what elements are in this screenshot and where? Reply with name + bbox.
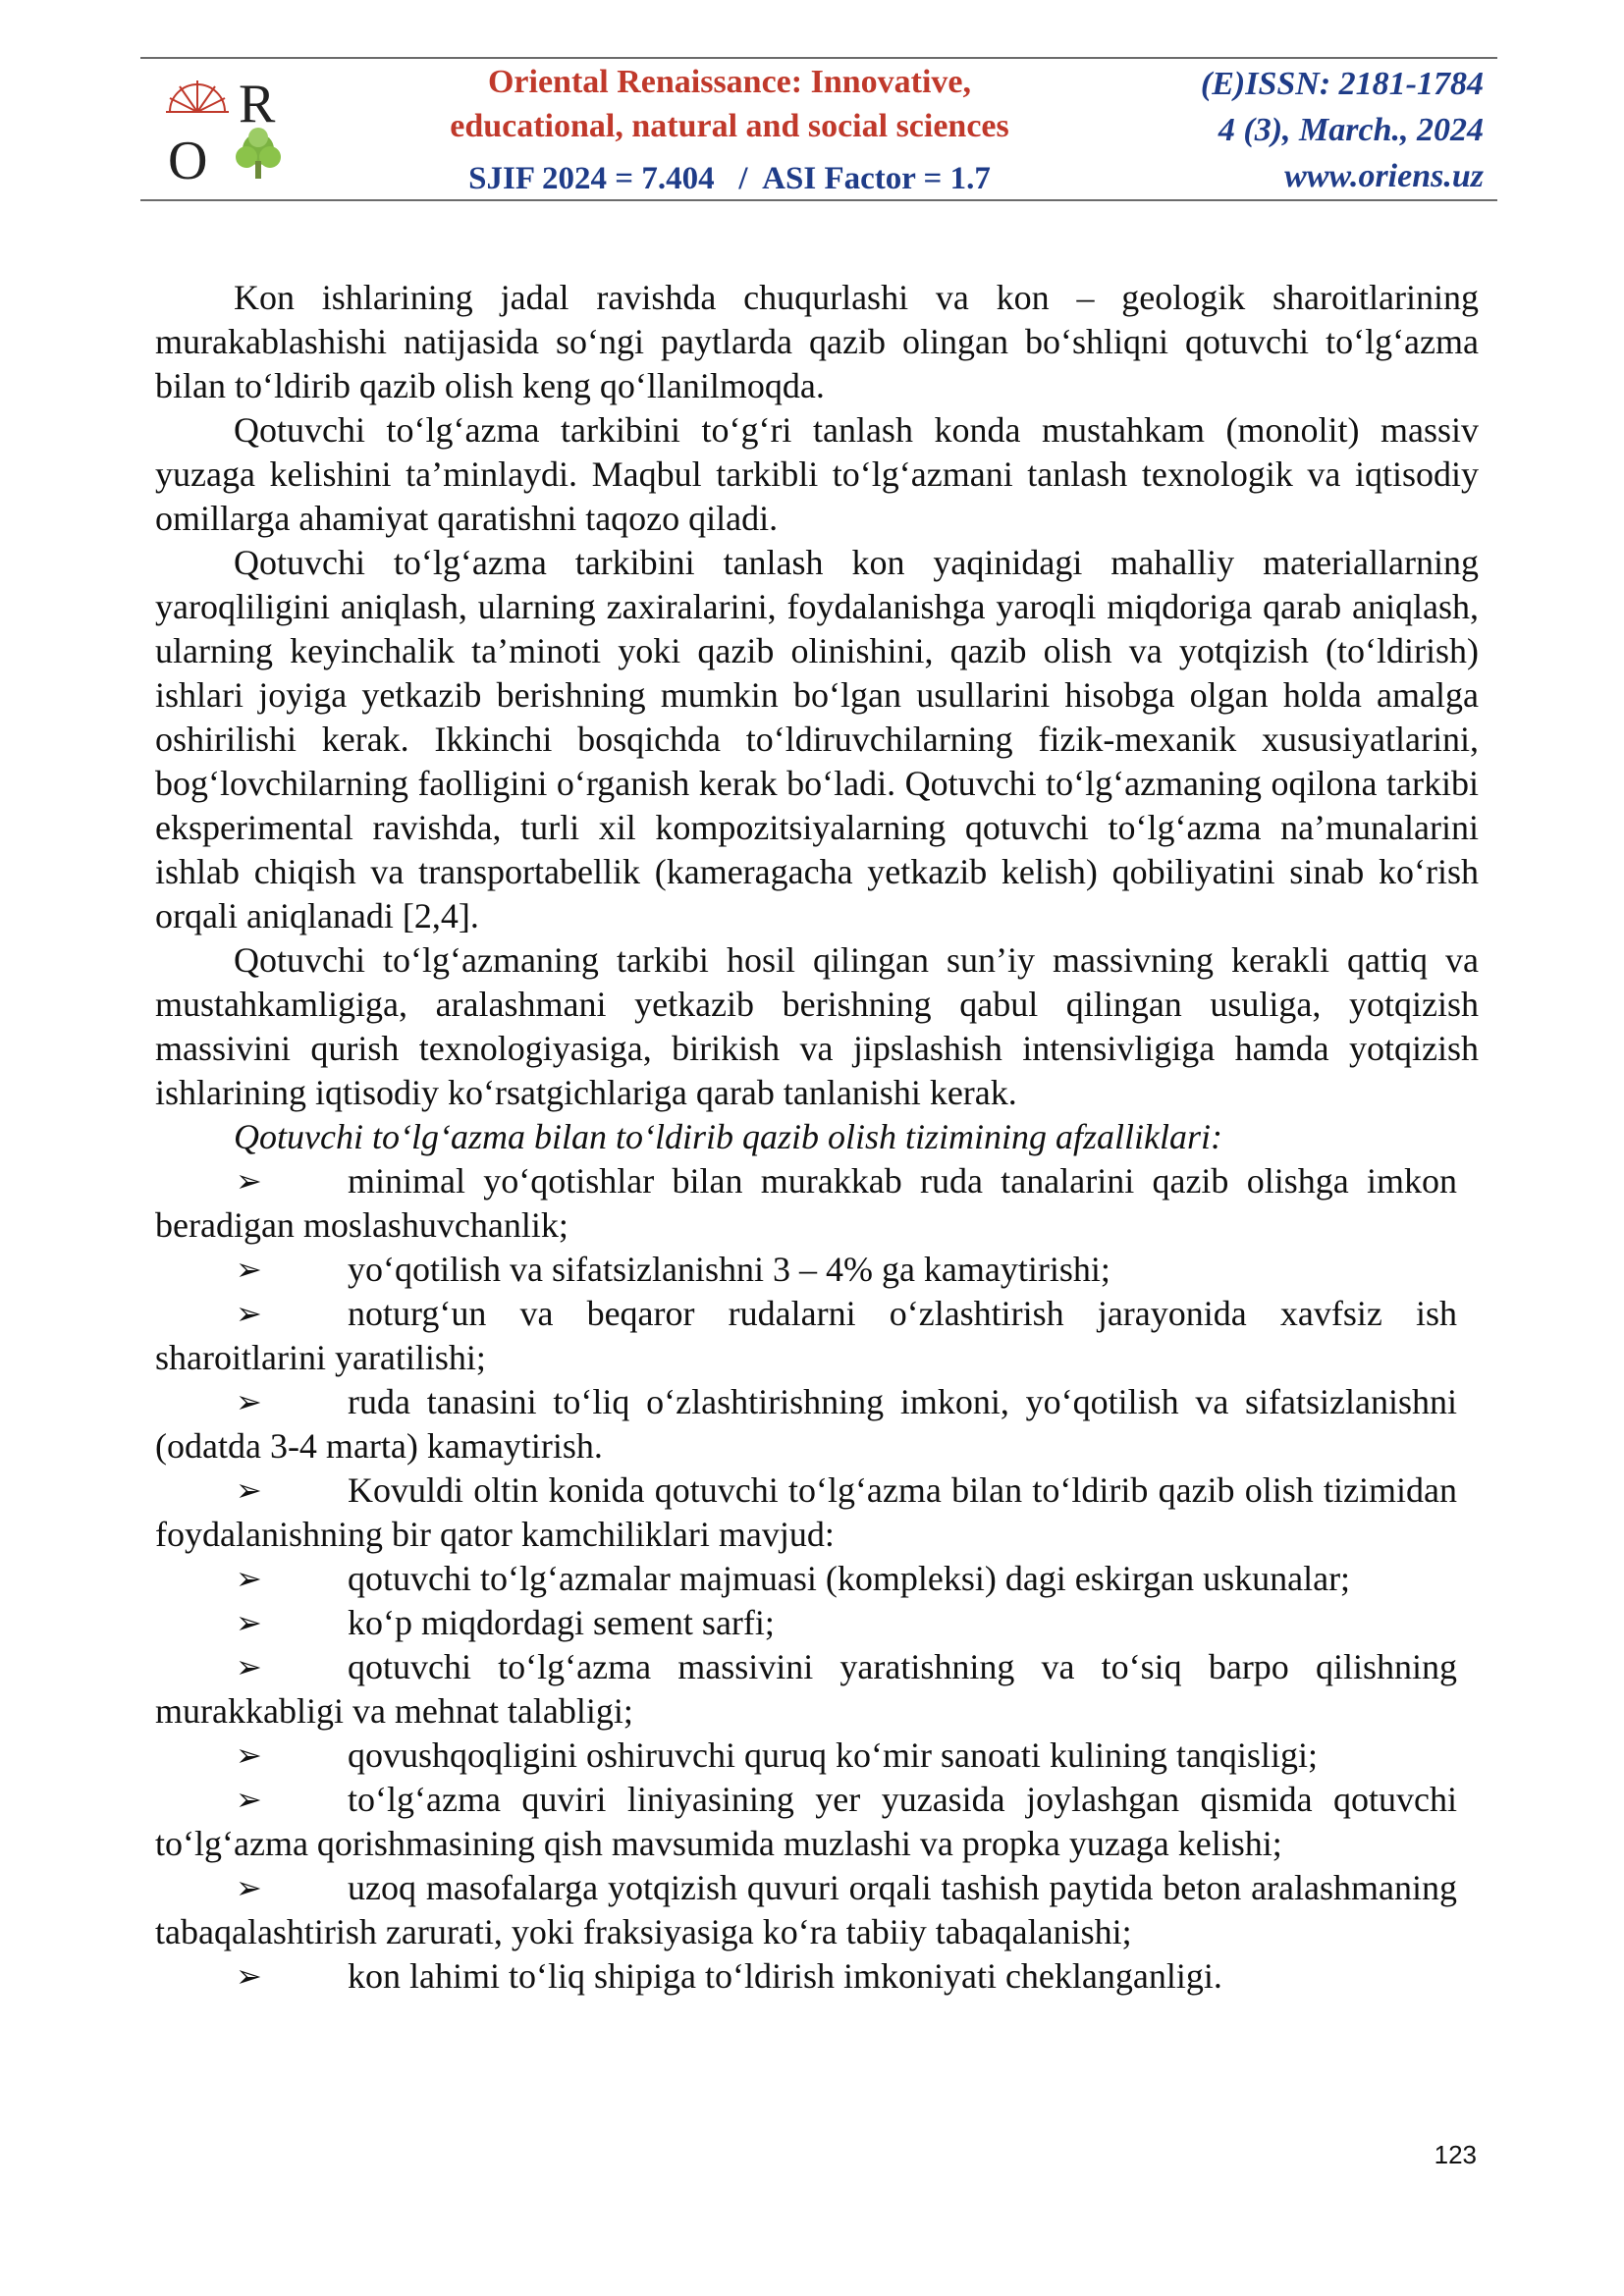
sunrise-icon xyxy=(166,80,229,112)
list-item-text: qotuvchi to‘lg‘azmalar majmuasi (kompleksi) dagi eskirgan uskunalar; xyxy=(348,1559,1351,1598)
arrow-bullet-icon: ➢ xyxy=(236,1648,262,1685)
list-item-text: ko‘p miqdordagi sement sarfi; xyxy=(348,1603,775,1642)
journal-header xyxy=(140,57,1497,201)
list-item xyxy=(155,1468,1457,1557)
issn: (E)ISSN: 2181-1784 xyxy=(1200,66,1484,102)
page-number: 123 xyxy=(1434,2140,1477,2169)
arrow-bullet-icon: ➢ xyxy=(236,1736,262,1774)
tree-icon xyxy=(236,128,281,179)
list-item xyxy=(155,1380,1457,1468)
advantages-heading: Qotuvchi to‘lg‘azma bilan to‘ldirib qazib olish tizimining afzalliklari: xyxy=(234,1117,1222,1156)
list-item-text: minimal yo‘qotishlar bilan murakkab ruda tanalarini qazib olishga imkon beradigan moslashuvchanlik; xyxy=(155,1161,1457,1245)
issue: 4 (3), March., 2024 xyxy=(1218,112,1484,148)
arrow-bullet-icon: ➢ xyxy=(236,1869,262,1906)
arrow-bullet-icon: ➢ xyxy=(236,1604,262,1641)
list-item-text: ruda tanasini to‘liq o‘zlashtirishning imkoni, yo‘qotilish va sifatsizlanishni (odatda 3-4 marta) kamaytirish. xyxy=(155,1382,1457,1466)
list-item-text: kon lahimi to‘liq shipiga to‘ldirish imkoniyati cheklanganligi. xyxy=(348,1956,1222,1996)
arrow-bullet-icon: ➢ xyxy=(236,1295,262,1332)
arrow-bullet-icon: ➢ xyxy=(236,1957,262,1995)
list-item xyxy=(155,1954,1457,1999)
list-item-text: to‘lg‘azma quviri liniyasining yer yuzasida joylashgan qismida qotuvchi to‘lg‘azma qorishmasining qish mavsumida muzlashi va propka yuzaga kelishi; xyxy=(155,1780,1457,1863)
journal-logo xyxy=(162,73,299,187)
journal-title-line1: Oriental Renaissance: Innovative, xyxy=(487,64,972,100)
list-item xyxy=(155,1557,1457,1601)
list-item xyxy=(155,1159,1457,1248)
list-item-text: qotuvchi to‘lg‘azma massivini yaratishning va to‘siq barpo qilishning murakkabligi va mehnat talabligi; xyxy=(155,1647,1457,1731)
sjif-factor: SJIF 2024 = 7.404 / ASI Factor = 1.7 xyxy=(468,161,991,196)
journal-title-line2: educational, natural and social sciences xyxy=(450,108,1009,144)
list-item-text: Kovuldi oltin konida qotuvchi to‘lg‘azma bilan to‘ldirib qazib olish tizimidan foydalanishning bir qator kamchiliklari mavjud: xyxy=(155,1470,1457,1554)
paragraph: Qotuvchi to‘lg‘azmaning tarkibi hosil qilingan sun’iy massivning kerakli qattiq va mustahkamligiga, aralashmani yetkazib berishning qabul qilingan usuliga, yotqizish massivini qurish texnologiyasiga, birikish va jipslashish intensivligiga hamda yotqizish ishlarining iqtisodiy ko‘rsatgichlariga qarab tanlanishi kerak. xyxy=(155,940,1479,1112)
arrow-bullet-icon: ➢ xyxy=(236,1471,262,1509)
website-link[interactable]: www.oriens.uz xyxy=(1284,158,1484,194)
journal-meta xyxy=(1201,59,1484,199)
arrow-bullet-icon: ➢ xyxy=(236,1251,262,1288)
journal-title-block xyxy=(415,59,1044,198)
list-item-text: noturg‘un va beqaror rudalarni o‘zlashtirish jarayonida xavfsiz ish sharoitlarini yaratilishi; xyxy=(155,1294,1457,1377)
logo-letter-o: O xyxy=(168,131,208,187)
arrow-bullet-icon: ➢ xyxy=(236,1383,262,1420)
list-item-text: qovushqoqligini oshiruvchi quruq ko‘mir sanoati kulining tanqisligi; xyxy=(348,1735,1318,1775)
list-item xyxy=(155,1734,1457,1778)
paragraph: Kon ishlarining jadal ravishda chuqurlashi va kon – geologik sharoitlarining murakablashishi natijasida so‘ngi paytlarda qazib olingan bo‘shliqni qotuvchi to‘lg‘azma bilan to‘ldirib qazib olish keng qo‘llanilmoqda. xyxy=(155,278,1479,405)
list-item-text: yo‘qotilish va sifatsizlanishni 3 – 4% ga kamaytirishi; xyxy=(348,1250,1110,1289)
logo-letter-r: R xyxy=(239,74,276,134)
list-item xyxy=(155,1645,1457,1734)
paragraph: Qotuvchi to‘lg‘azma tarkibini tanlash kon yaqinidagi mahalliy materiallarning yaroqliligini aniqlash, ularning zaxiralarini, foydalanishga yaroqli miqdoriga qarab aniqlash, ularning keyinchalik ta’minoti yoki qazib olinishini, qazib olish va yotqizish (to‘ldirish) ishlari joyiga yetkazib berishning mumkin bo‘lgan usullarini hisobga olgan holda amalga oshirilishi kerak. Ikkinchi bosqichda to‘ldiruvchilarning fizik-mexanik xususiyatlarini, bog‘lovchilarning faolligini o‘rganish kerak bo‘ladi. Qotuvchi to‘lg‘azmaning oqilona tarkibi eksperimental ravishda, turli xil kompozitsiyalarning qotuvchi to‘lg‘azma na’munalarini ishlab chiqish va transportabellik (kameragacha yetkazib kelish) qobiliyatini sinab ko‘rish orqali aniqlanadi [2,4]. xyxy=(155,543,1479,935)
paragraph: Qotuvchi to‘lg‘azma tarkibini to‘g‘ri tanlash konda mustahkam (monolit) massiv yuzaga kelishini ta’minlaydi. Maqbul tarkibli to‘lg‘azmani tanlash texnologik va iqtisodiy omillarga ahamiyat qaratishni taqozo qiladi. xyxy=(155,410,1479,538)
list-item xyxy=(155,1292,1457,1380)
arrow-bullet-icon: ➢ xyxy=(236,1560,262,1597)
list-item xyxy=(155,1248,1457,1292)
list-item-text: uzoq masofalarga yotqizish quvuri orqali tashish paytida beton aralashmaning tabaqalashtirish zarurati, yoki fraksiyasiga ko‘ra tabiiy tabaqalanishi; xyxy=(155,1868,1457,1951)
list-item xyxy=(155,1778,1457,1866)
arrow-bullet-icon: ➢ xyxy=(236,1781,262,1818)
article-body xyxy=(155,276,1479,1999)
list-item xyxy=(155,1866,1457,1954)
list-item xyxy=(155,1601,1457,1645)
arrow-bullet-icon: ➢ xyxy=(236,1162,262,1200)
